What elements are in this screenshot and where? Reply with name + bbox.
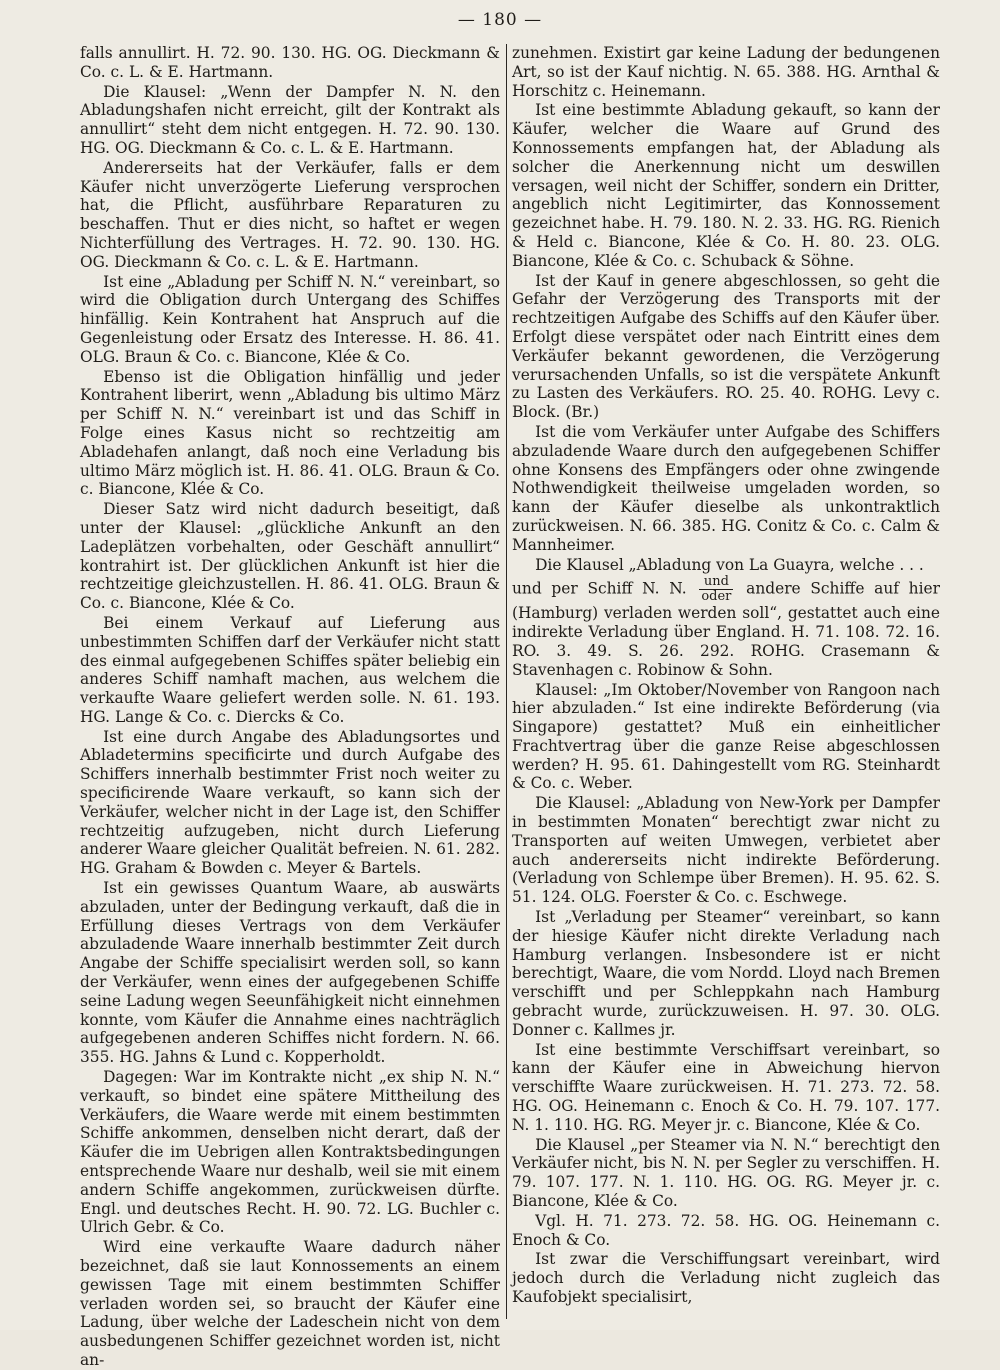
- page-number: — 180 —: [457, 10, 543, 30]
- fraction: [699, 575, 733, 604]
- paragraph: Ist eine bestimmte Verschiffsart vereinbart, so kann der Käufer eine in Abweichung hiervon verschiffte Waare zurückweisen. H. 71. 273. 72. 58. HG. OG. Heinemann c. Enoch & Co. H. 79. 107. 177. N. 1. 110. HG. RG. Meyer jr. c. Biancone, Klée & Co.: [512, 1040, 940, 1134]
- fraction-numerator: und: [699, 575, 733, 590]
- right-column: [512, 44, 940, 1324]
- paragraph: Ist eine bestimmte Abladung gekauft, so kann der Käufer, welcher die Waare auf Grund des Konnossements empfangen hat, der Abladung als solcher die Anerkennung nicht um deswillen versagen, weil nicht der Schiffer, sondern ein Dritter, angeblich nicht Legitimirter, das Konnossement gezeichnet habe. H. 79. 180. N. 2. 33. HG. RG. Rienich & Held c. Biancone, Klée & Co. H. 80. 23. OLG. Biancone, Klée & Co. c. Schuback & Söhne.: [512, 101, 940, 270]
- paragraph: Ist „Verladung per Steamer“ vereinbart, so kann der hiesige Käufer nicht direkte Verladung nach Hamburg verlangen. Insbesondere ist er nicht berechtigt, Waare, die vom Nordd. Lloyd nach Bremen verschifft und per Schleppkahn nach Hamburg gebracht wurde, zurückzuweisen. H. 97. 30. OLG. Donner c. Kallmes jr.: [512, 908, 940, 1039]
- paragraph: Ist eine durch Angabe des Abladungsortes und Abladetermins specificirte und durch Aufgabe des Schiffers innerhalb bestimmter Frist noch weiter zu specificirende Waare verkauft, so kann sich der Verkäufer, welcher nicht in der Lage ist, den Schiffer rechtzeitig aufzugeben, nicht durch Lieferung anderer Waare gleicher Qualität befreien. N. 61. 282. HG. Graham & Bowden c. Meyer & Bartels.: [80, 727, 500, 878]
- fraction-suffix: andere Schiffe auf hier (Hamburg) verladen werden soll“, gestattet auch eine indirekte Verladung über England. H. 71. 108. 72. 16. RO. 3. 49. S. 26. 292. ROHG. Crasemann & Stavenhagen c. Robinow & Sohn.: [512, 579, 940, 679]
- paragraph: Die Klausel: „Wenn der Dampfer N. N. den Abladungshafen nicht erreicht, gilt der Kontrakt als annullirt“ steht dem nicht entgegen. H. 72. 90. 130. HG. OG. Dieckmann & Co. c. L. & E. Hartmann.: [80, 82, 500, 157]
- paragraph: Vgl. H. 71. 273. 72. 58. HG. OG. Heinemann c. Enoch & Co.: [512, 1211, 940, 1249]
- paragraph: Die Klausel „Abladung von La Guayra, welche . . .: [535, 555, 924, 574]
- paragraph: Ist ein gewisses Quantum Waare, ab auswärts abzuladen, unter der Bedingung verkauft, daß die in Erfüllung dieses Vertrags von dem Verkäufer abzuladende Waare innerhalb bestimmter Zeit durch Angabe der Schiffe specialisirt werden soll, so kann der Verkäufer, wenn eines der aufgegebenen Schiffe seine Ladung wegen Seeunfähigkeit nicht einnehmen konnte, vom Käufer die Annahme eines nachträglich aufgegebenen anderen Schiffes nicht fordern. N. 66. 355. HG. Jahns & Lund c. Kopperholdt.: [80, 879, 500, 1067]
- paragraph: Ist die vom Verkäufer unter Aufgabe des Schiffers abzuladende Waare durch den aufgegebenen Schiffer ohne Konsens des Empfängers oder ohne zwingende Nothwendigkeit theilweise umgeladen worden, so kann der Käufer dieselbe als unkontraktlich zurückweisen. N. 66. 385. HG. Conitz & Co. c. Calm & Mannheimer.: [512, 422, 940, 554]
- paragraph: Ist eine „Abladung per Schiff N. N.“ vereinbart, so wird die Obligation durch Untergang des Schiffes hinfällig. Kein Kontrahent hat Anspruch auf die Gegenleistung oder Ersatz des Interesse. H. 86. 41. OLG. Braun & Co. c. Biancone, Klée & Co.: [80, 272, 500, 366]
- paragraph: zunehmen. Existirt gar keine Ladung der bedungenen Art, so ist der Kauf nichtig. N. 65. 388. HG. Arnthal & Horschitz c. Heinemann.: [512, 44, 940, 100]
- paragraph: Bei einem Verkauf auf Lieferung aus unbestimmten Schiffen darf der Verkäufer nicht statt des einmal aufgegebenen Schiffes später beliebig ein anderes Schiff namhaft machen, aus welchem die verkaufte Waare geliefert werden solle. N. 61. 193. HG. Lange & Co. c. Diercks & Co.: [80, 613, 500, 726]
- paragraph: Ist zwar die Verschiffungsart vereinbart, wird jedoch durch die Verladung nicht zugleich das Kaufobjekt specialisirt,: [512, 1250, 940, 1306]
- paragraph: falls annullirt. H. 72. 90. 130. HG. OG. Dieckmann & Co. c. L. & E. Hartmann.: [80, 44, 500, 81]
- paragraph: Klausel: „Im Oktober/November von Rangoon nach hier abzuladen.“ Ist eine indirekte Beförderung (via Singapore) gestattet? Muß ein einheitlicher Frachtvertrag über die ganze Reise abgeschlossen werden? H. 95. 61. Dahingestellt vom RG. Steinhardt & Co. c. Weber.: [512, 680, 940, 793]
- paragraph: Die Klausel: „Abladung von New-York per Dampfer in bestimmten Monaten“ berechtigt zwar nicht zu Transporten auf weiten Umwegen, verbietet aber auch andererseits nicht indirekte Beförderung. (Verladung von Schlempe über Bremen). H. 95. 62. S. 51. 124. OLG. Foerster & Co. c. Eschwege.: [512, 794, 940, 907]
- paragraph-with-fraction: [512, 575, 940, 679]
- paragraph: Dieser Satz wird nicht dadurch beseitigt, daß unter der Klausel: „glückliche Ankunft an den Ladeplätzen vorbehalten, oder Geschäft annullirt“ kontrahirt ist. Der glücklichen Ankunft ist hier die rechtzeitige gleichzustellen. H. 86. 41. OLG. Braun & Co. c. Biancone, Klée & Co.: [80, 500, 500, 613]
- column-divider: [506, 44, 507, 1319]
- paragraph: Andererseits hat der Verkäufer, falls er dem Käufer nicht unverzögerte Lieferung versprochen hat, die Pflicht, ausführbare Reparaturen zu beschaffen. Thut er dies nicht, so haftet er wegen Nichterfüllung des Vertrages. H. 72. 90. 130. HG. OG. Dieckmann & Co. c. L. & E. Hartmann.: [80, 158, 500, 271]
- paragraph: Ist der Kauf in genere abgeschlossen, so geht die Gefahr der Verzögerung des Transports mit der rechtzeitigen Aufgabe des Schiffs auf den Käufer über. Erfolgt diese verspätet oder nach Eintritt eines dem Verkäufer bekannt gewordenen, die Verzögerung verursachenden Unfalls, so ist die verspätete Ankunft zu Lasten des Verkäufers. RO. 25. 40. ROHG. Levy c. Block. (Br.): [512, 271, 940, 422]
- paragraph: Wird eine verkaufte Waare dadurch näher bezeichnet, daß sie laut Konnossements an einem gewissen Tage mit einem bestimmten Schiffer verladen worden sei, so braucht der Käufer eine Ladung, über welche der Ladeschein nicht von dem ausbedungenen Schiffer gezeichnet worden ist, nicht an-: [80, 1238, 500, 1369]
- paragraph: Die Klausel „per Steamer via N. N.“ berechtigt den Verkäufer nicht, bis N. N. per Segler zu verschiffen. H. 79. 107. 177. N. 1. 110. HG. OG. RG. Meyer jr. c. Biancone, Klée & Co.: [512, 1135, 940, 1211]
- left-column: [80, 44, 500, 1369]
- paragraph: Dagegen: War im Kontrakte nicht „ex ship N. N.“ verkauft, so bindet eine spätere Mittheilung des Verkäufers, die Waare werde mit einem bestimmten Schiffe ankommen, denselben nicht derart, daß der Käufer die im Uebrigen allen Kontraktsbedingungen entsprechende Waare nur deshalb, weil sie mit einem andern Schiffe angekommen, zurückweisen dürfte. Engl. und deutsches Recht. H. 90. 72. LG. Buchler c. Ulrich Gebr. & Co.: [80, 1068, 500, 1237]
- fraction-prefix: und per Schiff N. N.: [512, 579, 687, 598]
- fraction-denominator: oder: [701, 589, 732, 605]
- paragraph: Ebenso ist die Obligation hinfällig und jeder Kontrahent liberirt, wenn „Abladung bis ultimo März per Schiff N. N.“ vereinbart ist und das Schiff in Folge eines Kasus nicht so rechtzeitig am Abladehafen anlangt, daß noch eine Verladung bis ultimo März möglich ist. H. 86. 41. OLG. Braun & Co. c. Biancone, Klée & Co.: [80, 367, 500, 499]
